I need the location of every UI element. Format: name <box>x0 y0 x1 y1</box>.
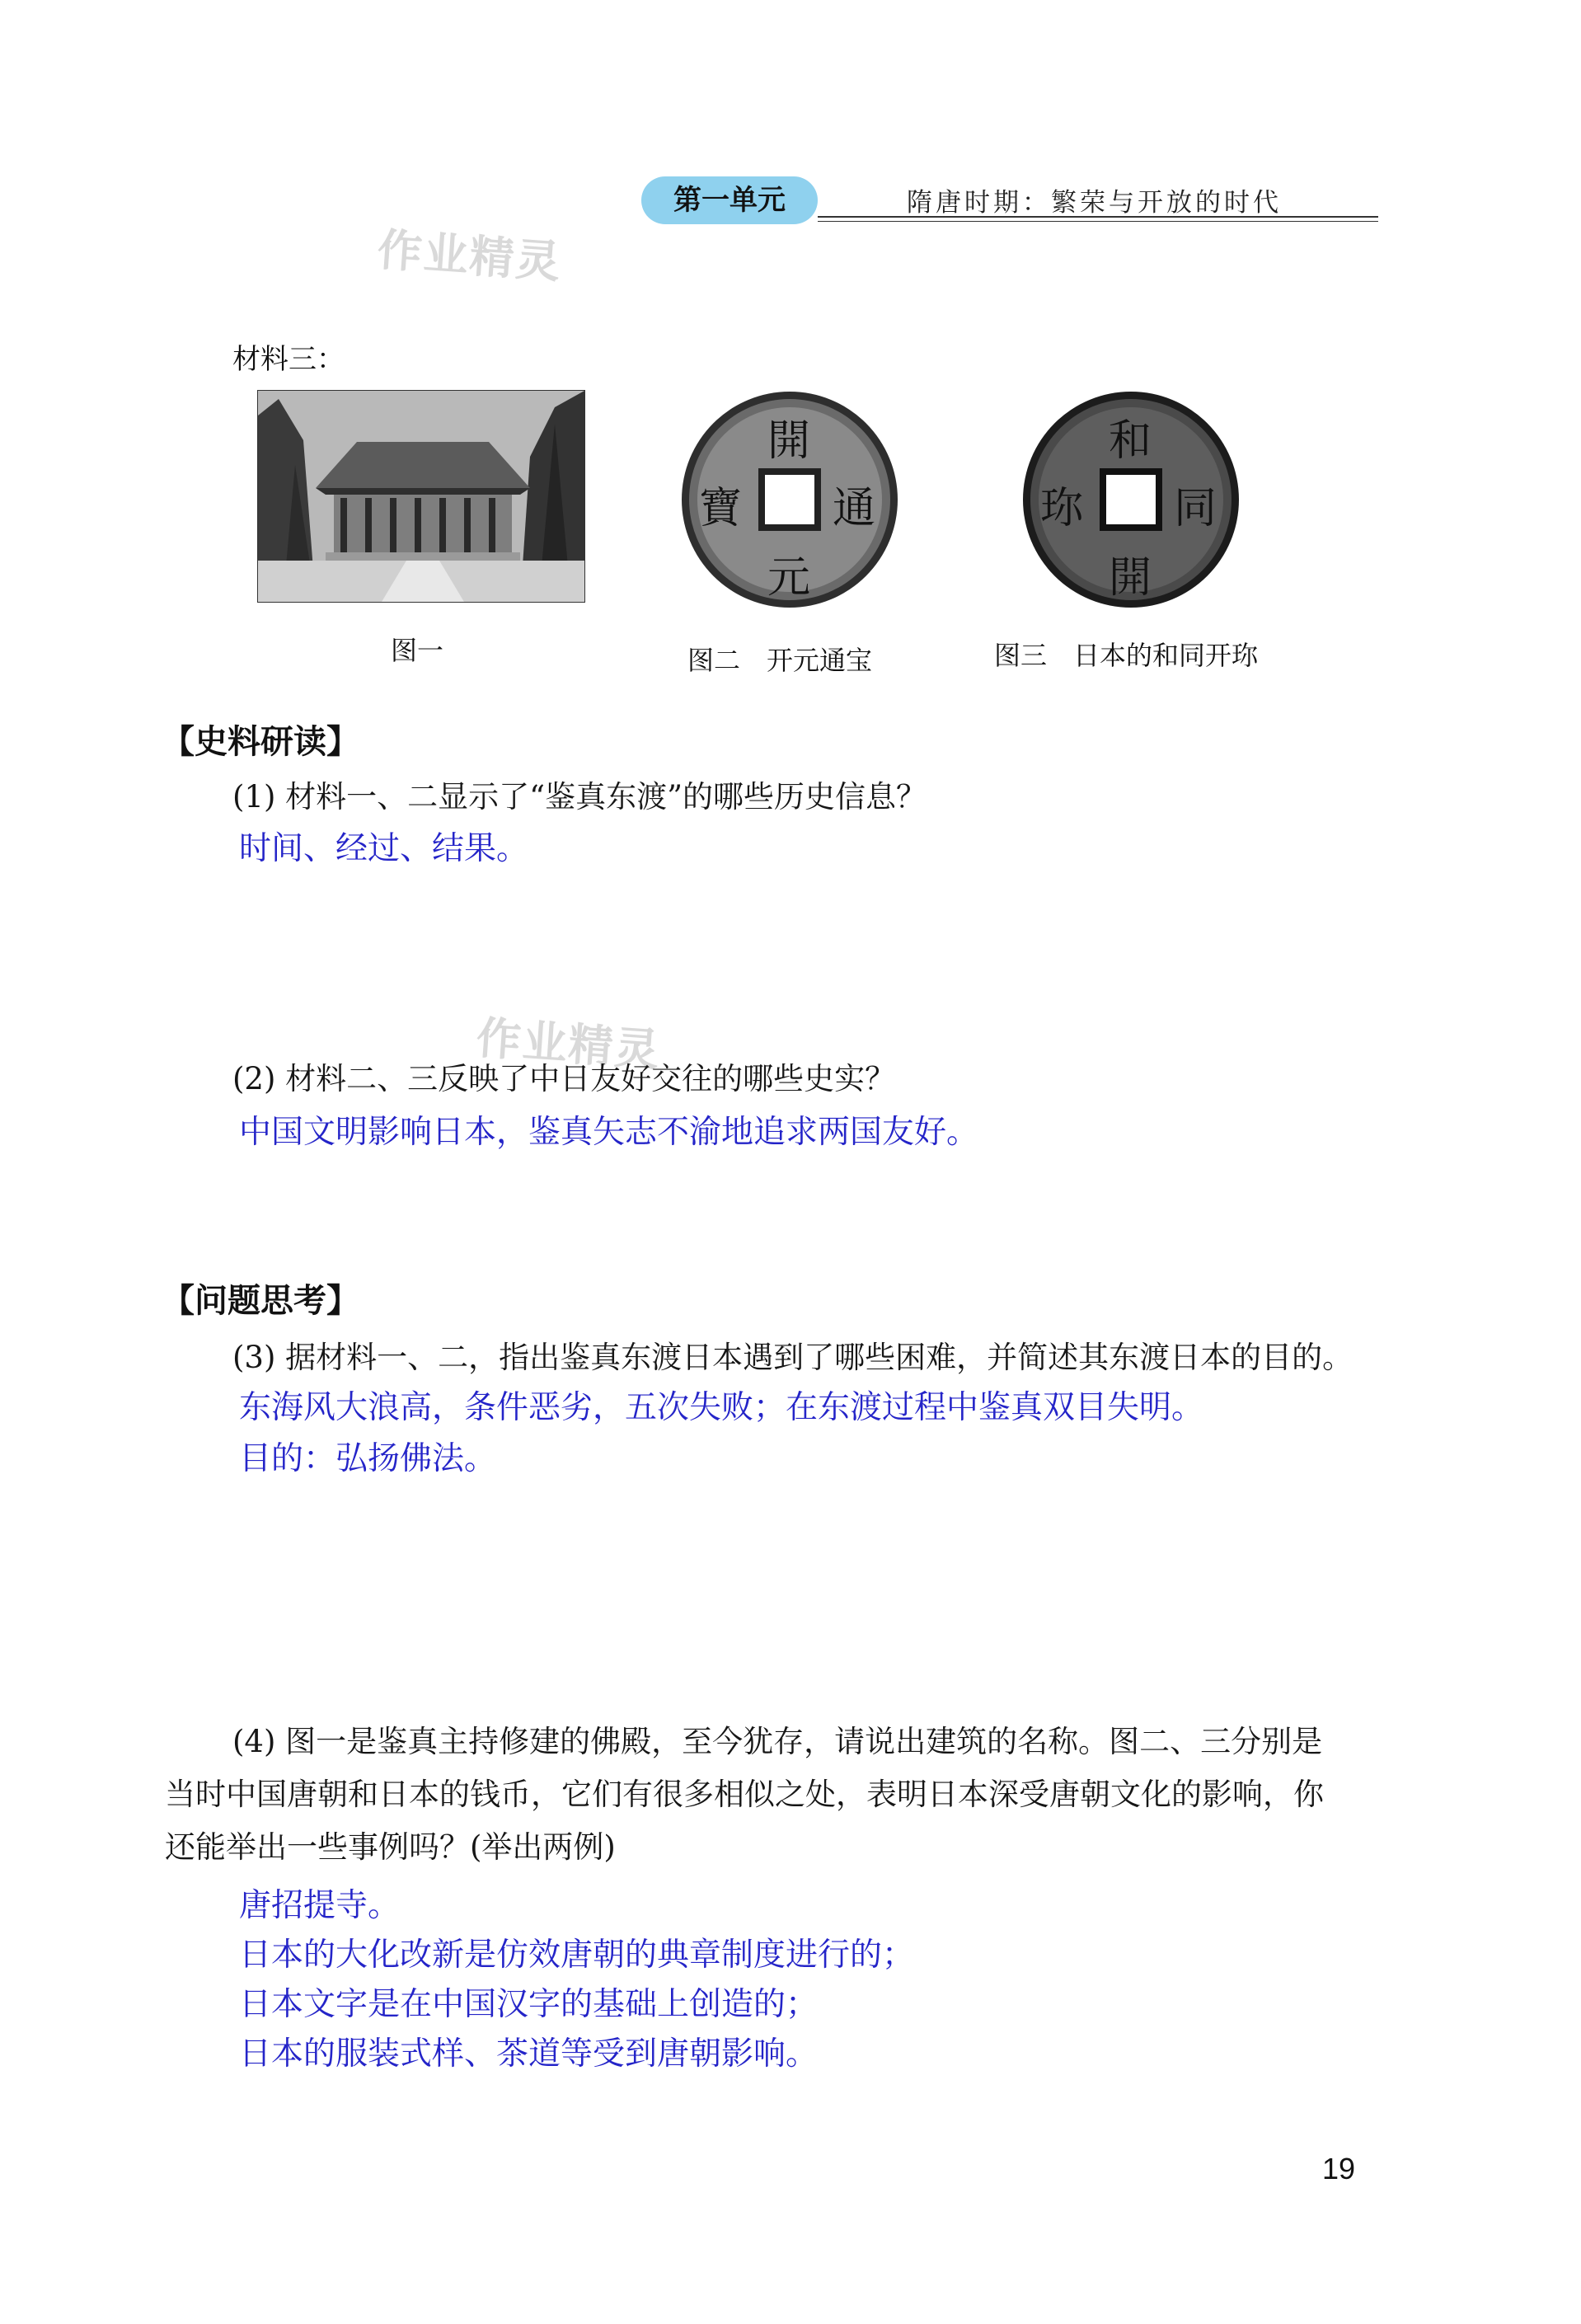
question-1: (1) 材料一、二显示了“鉴真东渡”的哪些历史信息？ <box>232 779 927 815</box>
answer-3b: 目的：弘扬佛法。 <box>239 1440 497 1477</box>
unit-badge: 第一单元 <box>641 176 818 224</box>
watermark: 作业精灵 <box>375 223 564 289</box>
figure-caption: 图一 <box>391 635 444 666</box>
page-number: 19 <box>1322 2152 1356 2185</box>
answer-4: 唐招提寺。 <box>239 1887 401 1924</box>
coin-character: 珎 <box>1040 484 1084 533</box>
header-rule-thin <box>818 221 1378 222</box>
material-label: 材料三： <box>232 343 345 376</box>
answer-2: 中国文明影响日本，鉴真矢志不渝地追求两国友好。 <box>239 1114 979 1151</box>
answer-3a: 东海风大浪高，条件恶劣，五次失败；在东渡过程中鉴真双目失明。 <box>239 1389 1204 1426</box>
header-title: 隋唐时期：繁荣与开放的时代 <box>907 188 1282 218</box>
question-2: (2) 材料二、三反映了中日友好交往的哪些史实？ <box>232 1061 896 1096</box>
coin-character: 元 <box>767 553 811 603</box>
coin-character: 寶 <box>699 484 743 533</box>
coin-character: 開 <box>1109 553 1152 603</box>
header-rule <box>818 216 1378 218</box>
wadokaichin-coin <box>1022 391 1240 608</box>
section-title: 【史料研读】 <box>162 723 359 761</box>
question-4-line: 当时中国唐朝和日本的钱币，它们有很多相似之处，表明日本深受唐朝文化的影响，你 <box>165 1777 1324 1812</box>
figure-caption: 图三 日本的和同开珎 <box>994 640 1259 671</box>
answer-1: 时间、经过、结果。 <box>239 830 529 867</box>
kaiyuan-coin <box>681 391 898 608</box>
watermark: 作业精灵 <box>474 1012 663 1077</box>
question-4-line: 还能举出一些事例吗？(举出两例) <box>165 1829 616 1865</box>
temple-photo <box>257 390 585 603</box>
coin-character: 和 <box>1109 416 1152 466</box>
coin-character: 同 <box>1174 484 1217 533</box>
answer-4: 日本的服装式样、茶道等受到唐朝影响。 <box>239 2035 819 2073</box>
answer-4: 日本文字是在中国汉字的基础上创造的； <box>239 1986 819 2023</box>
figure-caption: 图二 开元通宝 <box>687 645 873 676</box>
coin-character: 開 <box>767 416 811 466</box>
question-3: (3) 据材料一、二，指出鉴真东渡日本遇到了哪些困难，并简述其东渡日本的目的。 <box>232 1340 1353 1375</box>
question-4-line: (4) 图一是鉴真主持修建的佛殿，至今犹存，请说出建筑的名称。图二、三分别是 <box>232 1724 1323 1759</box>
answer-4: 日本的大化改新是仿效唐朝的典章制度进行的； <box>239 1937 915 1974</box>
section-title: 【问题思考】 <box>162 1282 359 1320</box>
coin-character: 通 <box>833 484 876 533</box>
